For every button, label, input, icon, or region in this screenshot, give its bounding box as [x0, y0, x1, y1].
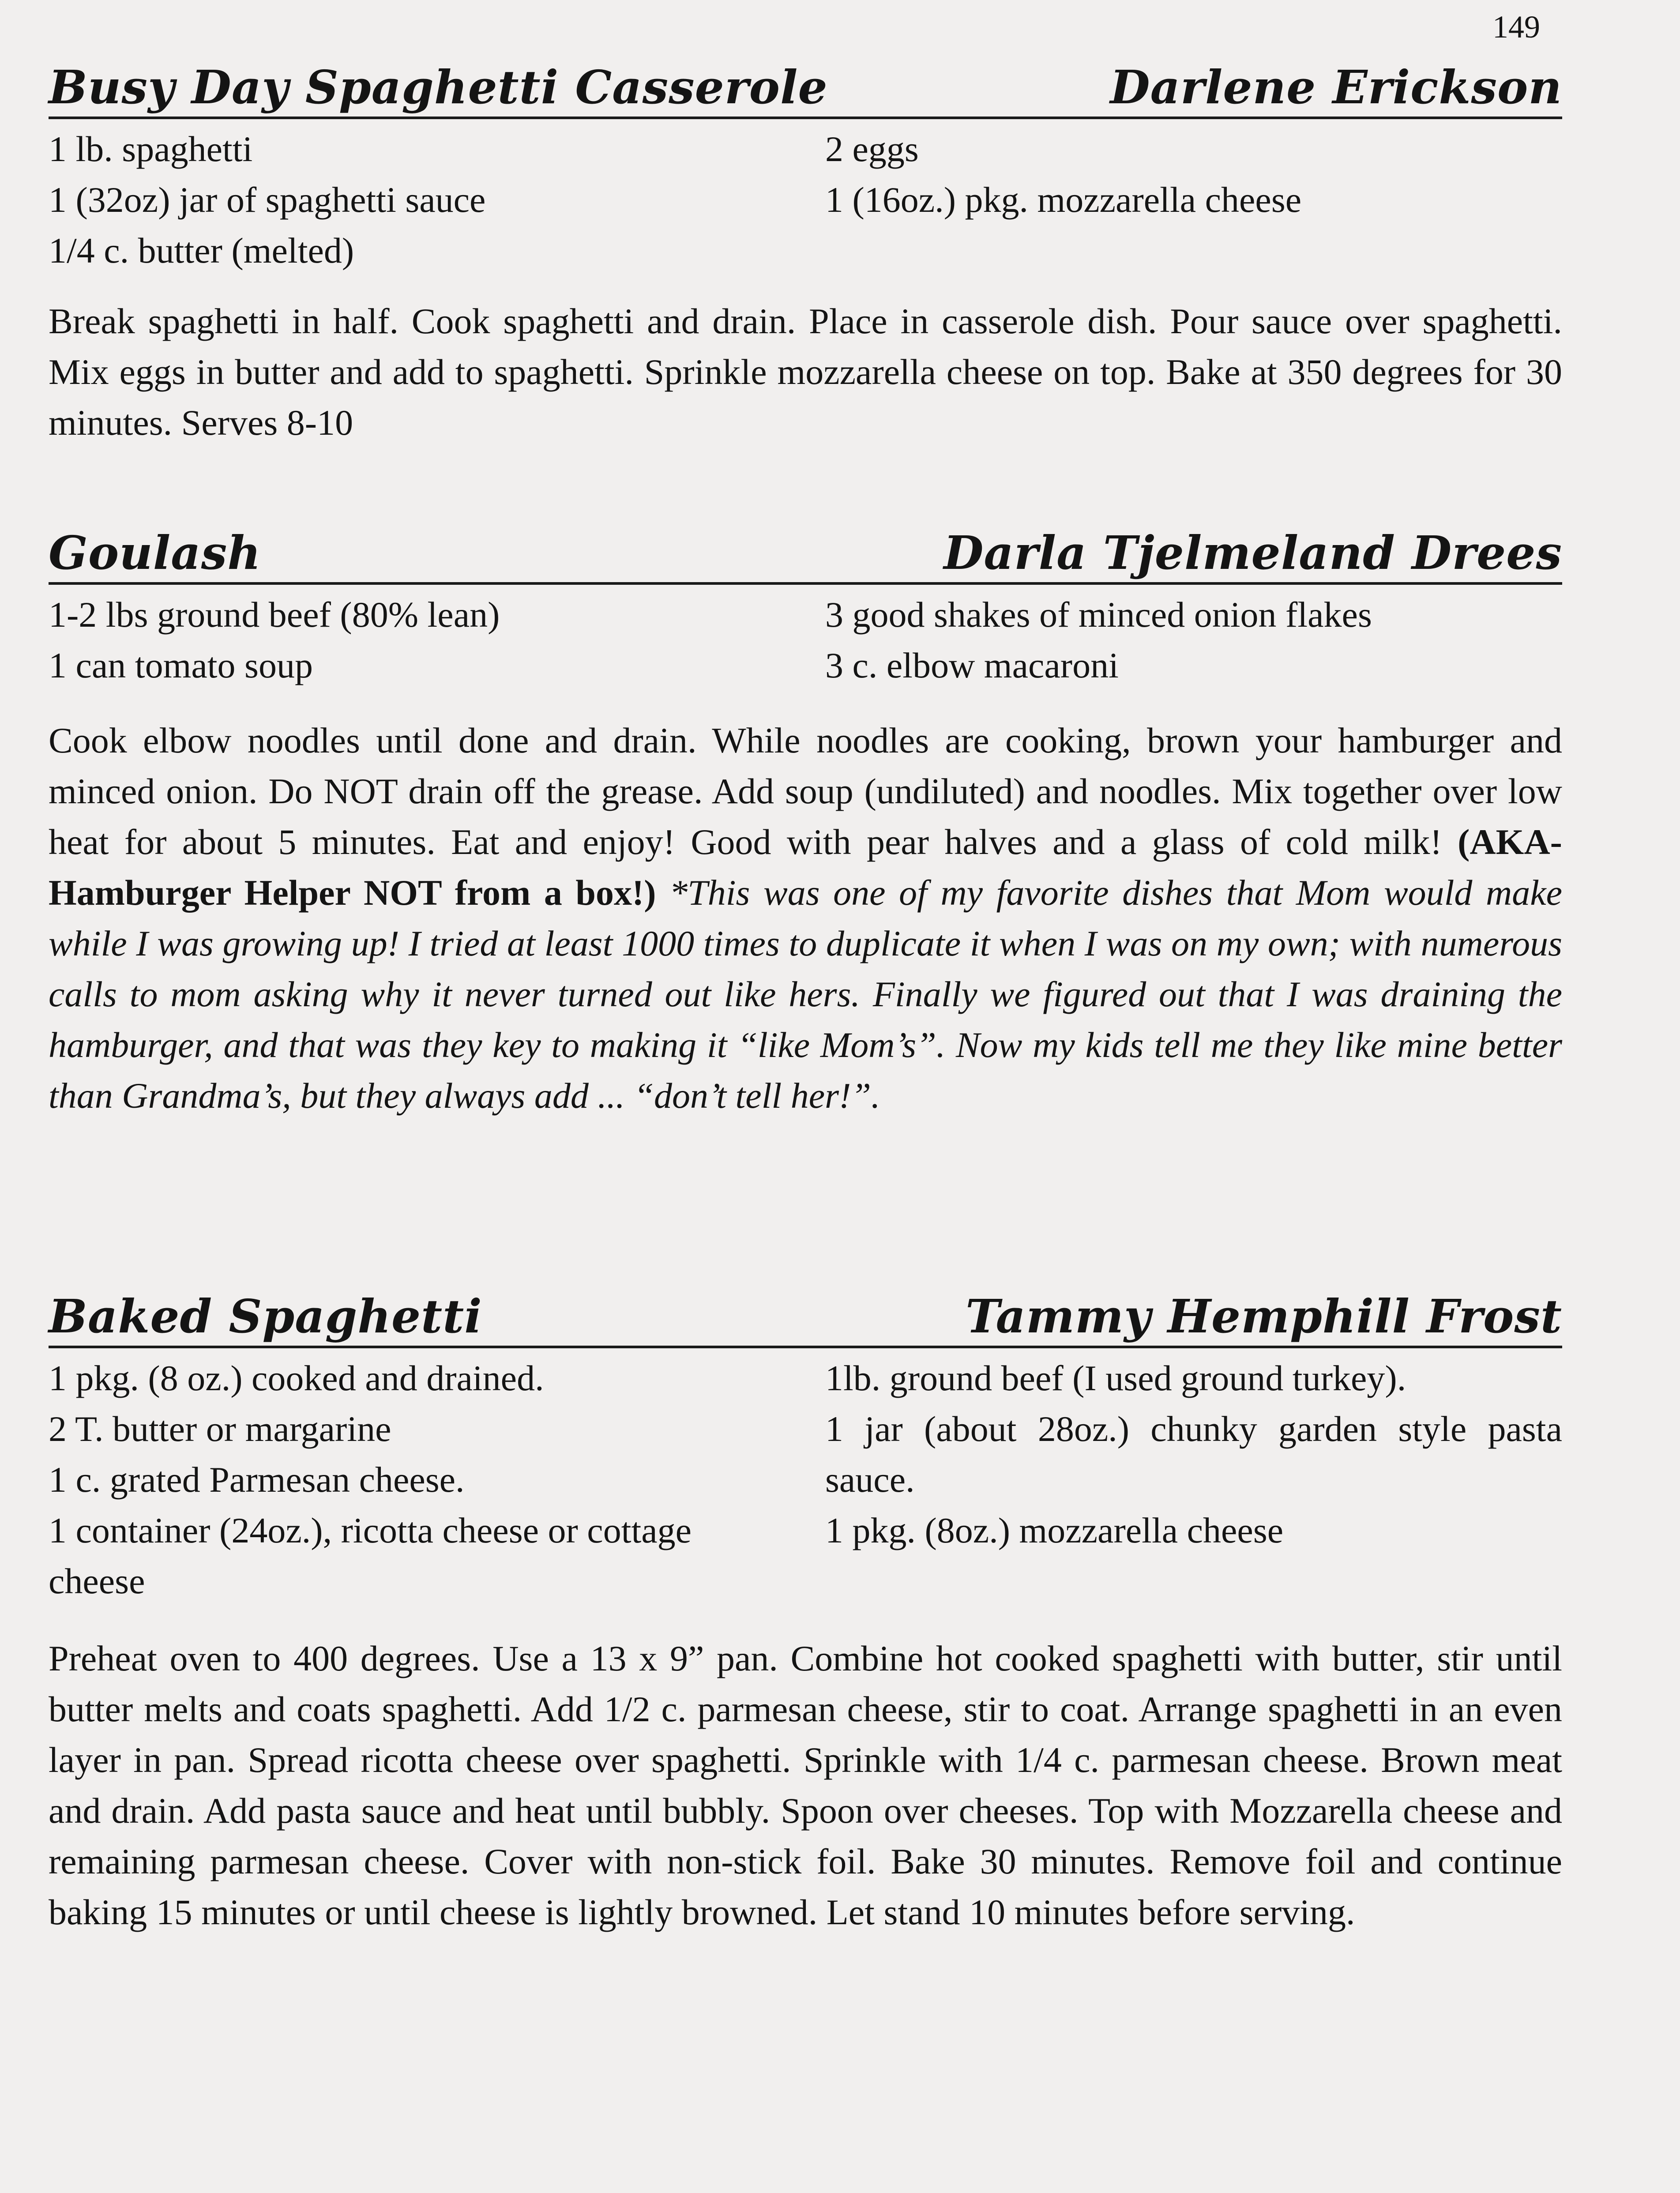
ingredient-list [49, 589, 1562, 691]
directions-italic-note: *This was one of my favorite dishes that Mom would make while I was growing up! I tried at least 1000 times to duplicate it when I was on my own; with numerous calls to mom asking why it never turned out like hers. Finally we figured out that I was draining the hamburger, and that was they key to making it “like Mom’s”. Now my kids tell me they like mine better than Grandma’s, but they always add ... “don’t tell her!”. [49, 873, 1562, 1116]
ingredient: 1 can tomato soup [49, 645, 313, 685]
page-number: 149 [1492, 9, 1540, 45]
recipe-header [49, 1289, 1562, 1348]
recipe-author: Darlene Erickson [1110, 60, 1562, 114]
ingredient: 1 lb. spaghetti [49, 129, 253, 169]
ingredient-list [49, 1353, 1562, 1606]
recipe-title: Busy Day Spaghetti Casserole [49, 60, 828, 114]
ingredient: 1lb. ground beef (I used ground turkey). [825, 1358, 1406, 1398]
ingredient: 1 jar (about 28oz.) chunky garden style pasta sauce. [825, 1409, 1562, 1500]
ingredient: 1 (32oz) jar of spaghetti sauce [49, 180, 486, 220]
recipe-title: Goulash [49, 526, 261, 580]
recipe-busy-day-spaghetti-casserole [49, 60, 1562, 484]
ingredient: 1 pkg. (8oz.) mozzarella cheese [825, 1510, 1284, 1550]
directions-bold-note: (AKA-Hamburger Helper NOT from a box!) [49, 822, 1562, 913]
ingredient: 2 eggs [825, 129, 919, 169]
ingredient-column-right [825, 589, 1562, 691]
ingredient: 1 (16oz.) pkg. mozzarella cheese [825, 180, 1302, 220]
recipe-directions [49, 715, 1562, 1121]
recipe-goulash [49, 526, 1562, 1157]
ingredient: 1/4 c. butter (melted) [49, 230, 354, 271]
recipe-header [49, 526, 1562, 585]
recipe-directions [49, 1633, 1562, 1937]
ingredient-column-left [49, 124, 825, 276]
directions-text: Break spaghetti in half. Cook spaghetti and drain. Place in casserole dish. Pour sauce over spaghetti. Mix eggs in butter and add to spaghetti. Sprinkle mozzarella cheese on top. Bake at 350 degrees for 30 minutes. Serves 8-10 [49, 301, 1562, 443]
ingredient: 1-2 lbs ground beef (80% lean) [49, 594, 500, 635]
ingredient-list [49, 124, 1562, 276]
directions-text: Preheat oven to 400 degrees. Use a 13 x 9” pan. Combine hot cooked spaghetti with butter, stir until butter melts and coats spaghetti. Add 1/2 c. parmesan cheese, stir to coat. Arrange spaghetti in an even layer in pan. Spread ricotta cheese over spaghetti. Sprinkle with 1/4 c. parmesan cheese. Brown meat and drain. Add pasta sauce and heat until bubbly. Spoon over cheeses. Top with Mozzarella cheese and remaining parmesan cheese. Cover with non-stick foil. Bake 30 minutes. Remove foil and continue baking 15 minutes or until cheese is lightly browned. Let stand 10 minutes before serving. [49, 1638, 1562, 1932]
ingredient-column-left [49, 1353, 825, 1606]
recipe-header [49, 60, 1562, 119]
cookbook-page [49, 0, 1562, 2193]
ingredient: 1 c. grated Parmesan cheese. [49, 1459, 465, 1500]
ingredient: 2 T. butter or margarine [49, 1409, 391, 1449]
recipe-author: Tammy Hemphill Frost [966, 1289, 1562, 1343]
recipe-baked-spaghetti [49, 1289, 1562, 1974]
ingredient: 1 pkg. (8 oz.) cooked and drained. [49, 1358, 544, 1398]
ingredient-column-right [825, 124, 1562, 276]
recipe-author: Darla Tjelmeland Drees [943, 526, 1562, 580]
ingredient: 3 c. elbow macaroni [825, 645, 1119, 685]
ingredient-column-right [825, 1353, 1562, 1606]
recipe-title: Baked Spaghetti [49, 1289, 482, 1343]
ingredient: 3 good shakes of minced onion flakes [825, 594, 1372, 635]
ingredient-column-left [49, 589, 825, 691]
ingredient: 1 container (24oz.), ricotta cheese or cottage cheese [49, 1510, 692, 1601]
directions-text: Cook elbow noodles until done and drain. While noodles are cooking, brown your hamburger and minced onion. Do NOT drain off the grease. Add soup (undiluted) and noodles. Mix together over low heat for about 5 minutes. Eat and enjoy! Good with pear halves and a glass of cold milk! [49, 720, 1562, 862]
recipe-directions [49, 296, 1562, 448]
